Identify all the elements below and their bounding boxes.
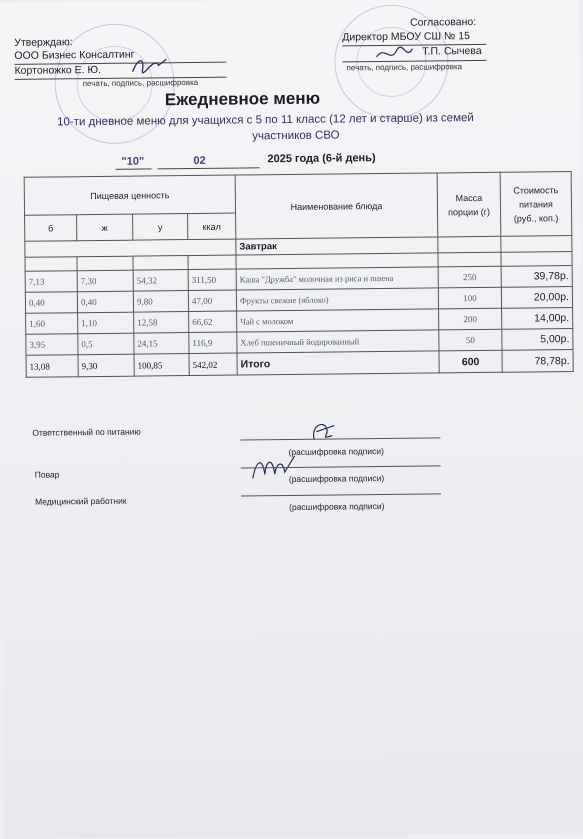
subtitle-line-2: участников СВО	[252, 129, 340, 143]
cost-cell: 5,00р.	[502, 329, 573, 351]
approval-name: Кортоножко Е. Ю.	[14, 63, 102, 77]
protein-cell: 1,60	[26, 313, 78, 335]
total-row	[26, 350, 573, 378]
agreement-caption: печать, подпись, расшифровка	[346, 62, 463, 73]
dish-cell: Чай с молоком	[237, 309, 439, 332]
carbs-cell: 12,58	[134, 312, 189, 334]
responsible-signature-line	[240, 437, 440, 440]
kcal-cell: 66,62	[189, 311, 237, 333]
agreement-label: Согласовано:	[409, 16, 477, 29]
date-month: 02	[193, 154, 206, 167]
carbs-cell: 54,32	[133, 270, 188, 292]
section-title: Завтрак	[236, 237, 438, 255]
cook-label: Повар	[34, 469, 60, 480]
total-cost: 78,78р.	[502, 350, 573, 373]
mass-cell: 100	[438, 287, 501, 309]
carbs-cell: 9,80	[133, 291, 188, 313]
approval-signature	[130, 53, 170, 75]
agreement-position: Директор МБОУ СШ № 15	[342, 30, 470, 44]
total-label: Итого	[237, 351, 439, 375]
carbs-header: у	[133, 214, 188, 241]
protein-header: б	[25, 215, 77, 242]
fat-cell: 7,30	[77, 270, 133, 292]
responsible-caption: (расшифровка подписи)	[288, 446, 384, 458]
dish-cell: Каша "Дружба" молочная из риса и пшена	[236, 267, 438, 290]
approval-org: ООО Бизнес Консалтинг	[14, 48, 135, 62]
fat-cell: 0,5	[78, 333, 134, 355]
cook-caption: (расшифровка подписи)	[288, 473, 385, 485]
protein-cell: 3,95	[26, 334, 78, 356]
dish-cell: Фрукты свежие (яблоко)	[236, 288, 438, 311]
approval-caption: печать, подпись, расшифровка	[82, 77, 199, 89]
section-spacer-mass	[438, 236, 501, 253]
date-day-underline	[116, 168, 152, 169]
page-title: Ежедневное меню	[164, 88, 321, 110]
total-carbs: 100,85	[134, 354, 189, 377]
mass-header	[437, 172, 501, 237]
medic-label: Медицинский работник	[34, 495, 127, 507]
fat-header: ж	[77, 214, 133, 241]
mass-cell: 250	[438, 266, 501, 288]
total-mass: 600	[439, 350, 502, 373]
protein-cell: 7,13	[25, 271, 77, 293]
kcal-cell: 311,50	[188, 269, 236, 291]
carbs-cell: 24,15	[134, 333, 189, 355]
kcal-cell: 47,00	[188, 290, 236, 312]
agreement-signature	[374, 43, 414, 65]
kcal-header: ккал	[188, 213, 236, 240]
medic-signature-line	[241, 493, 441, 496]
total-protein: 13,08	[26, 355, 78, 378]
date-suffix: 2025 года (6-й день)	[267, 152, 376, 166]
approval-label: Утверждаю:	[14, 36, 73, 49]
date-day: "10"	[121, 155, 145, 168]
date-month-underline	[158, 167, 260, 169]
dish-cell: Хлеб пшеничный йодированный	[237, 330, 439, 353]
dish-header: Наименование блюда	[235, 173, 438, 239]
responsible-label: Ответственный по питанию	[32, 426, 141, 438]
menu-table	[24, 171, 574, 378]
mass-cell: 50	[439, 329, 502, 351]
cost-cell: 39,78р.	[501, 266, 572, 288]
protein-cell: 0,40	[25, 292, 77, 314]
section-spacer-cost	[501, 236, 572, 253]
nutrition-header: Пищевая ценность	[24, 175, 235, 215]
total-fat: 9,30	[78, 354, 134, 377]
kcal-cell: 116,9	[189, 332, 237, 354]
cost-header-line-1: Стоимость	[513, 184, 559, 196]
mass-header-line-1: Масса	[455, 192, 483, 203]
fat-cell: 0,40	[77, 291, 133, 313]
mass-cell: 200	[439, 308, 502, 330]
cost-cell: 14,00р.	[502, 308, 573, 330]
total-kcal: 542,02	[189, 353, 237, 376]
cost-cell: 20,00р.	[501, 287, 572, 309]
cost-header-line-2: питания	[519, 198, 553, 210]
cost-header-line-3: (руб., коп.)	[513, 212, 559, 224]
subtitle-line-1: 10-ти дневное меню для учащихся с 5 по 11 класс (12 лет и старше) из семей	[57, 112, 474, 129]
agreement-name: Т.П. Сычева	[422, 44, 482, 58]
cost-header	[500, 172, 572, 237]
responsible-signature	[308, 417, 338, 443]
fat-cell: 1,10	[78, 312, 134, 334]
mass-header-line-2: порции (г)	[448, 206, 491, 217]
medic-caption: (расшифровка подписи)	[289, 501, 385, 513]
